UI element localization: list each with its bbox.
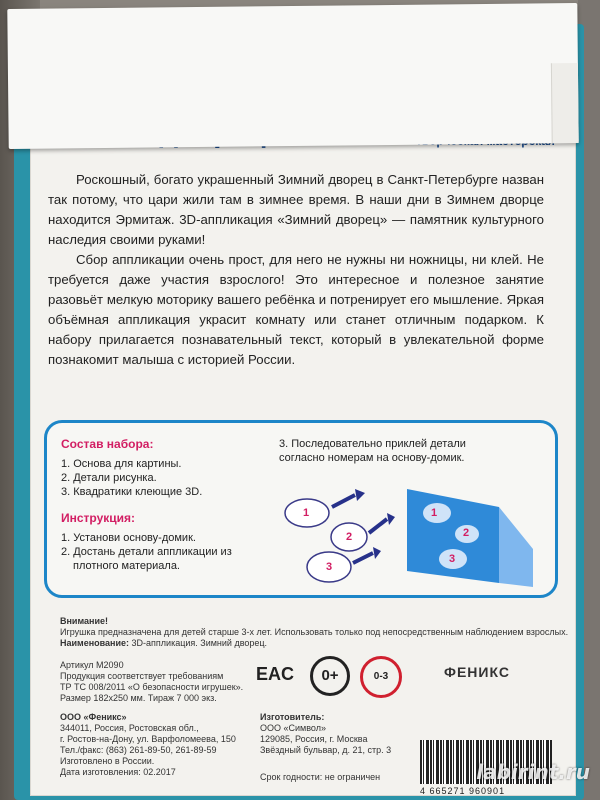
manufacturer-name: ООО «Символ» (260, 723, 326, 733)
arrow-icon (369, 519, 387, 533)
flap-notch (551, 63, 579, 143)
arrow-head-icon (355, 489, 365, 501)
publisher-info (60, 712, 236, 778)
list-item: 2. Достань детали аппликации из (61, 546, 232, 558)
product-info (60, 660, 243, 704)
badge-1: 1 (303, 507, 310, 519)
description-paragraph-2: Сбор аппликации очень прост, для него не нужны ни ножницы, ни клей. Не требуется даже участия взрослого! Это интересное и полезное занятие разовьёт мелкую моторику вашего ребёнка и потренирует его мышление. Яркая объёмная аппликация украсит комнату или станет отличным подарком. К набору прилагается познавательный текст, который в увлекательной форме познакомит малыша с историей России. (48, 252, 544, 367)
contents-list (61, 457, 202, 499)
badge-1-placed: 1 (431, 507, 438, 519)
compliance-text: Продукция соответствует требованиям (60, 671, 224, 681)
name-label: Наименование: (60, 638, 130, 648)
list-item: 1. Основа для картины. (61, 458, 182, 470)
manufacturer-address-2: Звёздный бульвар, д. 21, стр. 3 (260, 745, 392, 755)
watermark: labirint.ru (476, 760, 590, 784)
step-3-text: 3. Последовательно приклей детали согласно номерам на основу-домик. (279, 438, 466, 464)
publisher-address-1: 344011, Россия, Ростовская обл., (60, 723, 199, 733)
attention-label: Внимание! (60, 616, 108, 626)
publisher-phone: Тел./факс: (863) 261-89-50, 261-89-59 (60, 745, 217, 755)
manufacturer-address-1: 129085, Россия, г. Москва (260, 734, 368, 744)
contents-heading: Состав набора: (61, 437, 154, 451)
description-paragraph-1: Роскошный, богато украшенный Зимний дворец в Санкт-Петербурге назван так потому, что цари жили там в зимнее время. В наши дни в Зимнем дворце находится Эрмитаж. 3D-аппликация «Зимний дворец» — памятник культурного наследия своими руками! (48, 172, 544, 247)
instruction-list (61, 531, 232, 573)
badge-3: 3 (326, 561, 333, 573)
publisher-name: ООО «Феникс» (60, 712, 127, 722)
article-number: Артикул М2090 (60, 660, 124, 670)
made-in: Изготовлено в России. (60, 756, 155, 766)
kit-info-box (44, 420, 558, 598)
size-text: Размер 182х250 мм. Тираж 7 000 экз. (60, 693, 217, 703)
attention-text: Игрушка предназначена для детей старше 3-х лет. Использовать только под непосредственным наблюдением взрослых. (60, 627, 569, 637)
age-warning-icon: 0-3 (360, 656, 402, 698)
house-base-side-shape (499, 507, 533, 587)
assembly-illustration (277, 479, 547, 589)
shelf-life: Срок годности: не ограничен (260, 772, 381, 782)
instruction-heading: Инструкция: (61, 511, 136, 525)
eac-mark-icon: EAC (256, 664, 295, 684)
description (48, 170, 544, 370)
arrow-head-icon (387, 513, 395, 525)
barcode-number: 4 665271 960901 (420, 786, 506, 796)
name-text: 3D-аппликация. Зимний дворец. (131, 638, 268, 648)
list-item: 1. Установи основу-домик. (61, 532, 196, 544)
manufacturer-label: Изготовитель: (260, 712, 325, 722)
badge-3-placed: 3 (449, 553, 456, 565)
manufacturer-info (260, 712, 391, 756)
publisher-address-2: г. Ростов-на-Дону, ул. Варфоломеева, 150 (60, 734, 236, 744)
arrow-head-icon (373, 547, 381, 559)
badge-2: 2 (346, 531, 353, 543)
list-item: 3. Квадратики клеющие 3D. (61, 486, 203, 498)
arrow-icon (353, 553, 373, 563)
age-badge-icon: 0+ (310, 656, 350, 696)
tr-text: ТР ТС 008/2011 «О безопасности игрушек». (60, 682, 244, 692)
attention-block (60, 616, 568, 649)
made-date: Дата изготовления: 02.2017 (60, 767, 176, 777)
brand-logo: ФЕНИКС (444, 664, 510, 680)
list-item: плотного материала. (73, 560, 180, 572)
badge-2-placed: 2 (463, 527, 470, 539)
list-item: 2. Детали рисунка. (61, 472, 157, 484)
paper-flap (7, 3, 578, 149)
arrow-icon (332, 495, 355, 507)
